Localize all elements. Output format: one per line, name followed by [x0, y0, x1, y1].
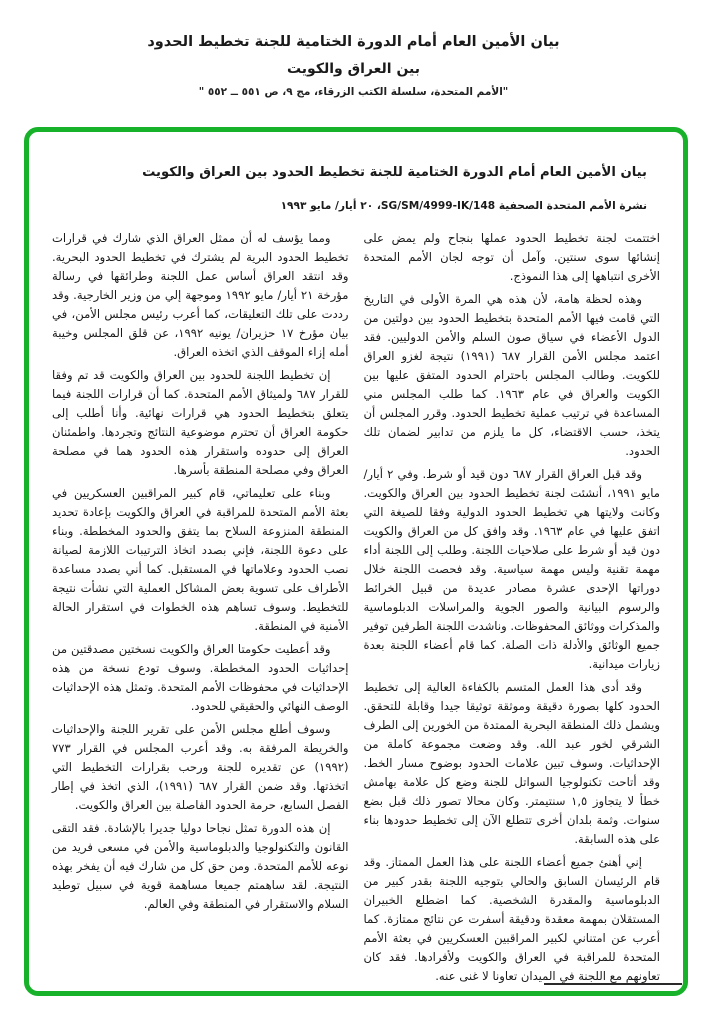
- paragraph: وقد أعطيت حكومتا العراق والكويت نسختين مصدقتين من إحداثيات الحدود المخططة. وسوف تودع نسخة من هذه الإحداثيات في محفوظات الأمم المتحدة. وتمثل هذه الإحداثيات الوصف النهائي والحقيقي للحدود.: [52, 641, 349, 713]
- outer-header: [0, 34, 707, 98]
- paragraph: وقد قبل العراق القرار ٦٨٧ دون قيد أو شرط. وفي ٢ أيار/ مايو ١٩٩١، أنشئت لجنة تخطيط الحدود بين العراق والكويت. وكانت ولايتها هي تخطيط الحدود الدولية وفقا للصيغة التي اتفق عليها في عام ١٩٦٣. وقد وافق كل من العراق والكويت دون قيد أو شرط على صلاحيات اللجنة. وطلب إلى اللجنة أداء مهمة تقنية وليس مهمة سياسية. وقد فحصت اللجنة خلال دوراتها الإحدى عشرة مصادر عديدة من قبيل الخرائط والرسوم البيانية والصور الجوية والمراسلات الدبلوماسية والمذكرات ووثائق المحفوظات. وناشدت اللجنة الطرفين توفير جميع الوثائق والأدلة ذات الصلة. كما قام أعضاء اللجنة بعدة زيارات ميدانية.: [363, 466, 660, 671]
- statement-title: بيان الأمين العام أمام الدورة الختامية للجنة تخطيط الحدود بين العراق والكويت: [142, 165, 647, 180]
- column-start: [364, 229, 661, 990]
- paragraph: وبناء على تعليماتي، قام كبير المراقبين العسكريين في بعثة الأمم المتحدة للمراقبة في العراق والكويت بإعادة تحديد المنطقة المنزوعة السلاح بما يتفق والحدود المخططة. وبناء على دعوة اللجنة، فإني بصدد اتخاذ الترتيبات اللازمة لصيانة نصب الحدود وعلاماتها في المستقبل. كما أني بصدد مساعدة الأطراف على تسوية بعض المشاكل العملية التي نشأت نتيجة للتخطيط. وسوف تساهم هذه الخطوات في استقرار الحالة الأمنية في المنطقة.: [52, 485, 349, 633]
- column-continuation: [52, 229, 349, 990]
- paragraph: إن تخطيط اللجنة للحدود بين العراق والكويت قد تم وفقا للقرار ٦٨٧ ولميثاق الأمم المتحدة. كما أن قرارات اللجنة فيما يتعلق بتخطيط الحدود هي قرارات نهائية. وأنا أطلب إلى حكومة العراق أن تحترم موضوعية النتائج وتجردها. واطمئنان العراق إلى حدوده واستقرار هذه الحدود هما في مصلحة العراق وفي مصلحة المنطقة بأسرها.: [52, 367, 349, 477]
- paragraph: إني أهنئ جميع أعضاء اللجنة على هذا العمل الممتاز. وقد قام الرئيسان السابق والحالي بتوجيه اللجنة بقدر كبير من الدبلوماسية والمقدرة الشخصية. كما اضطلع الخبيران المستقلان بمهمة معقدة ودقيقة أسفرت عن نتائج ممتازة. كما أعرب عن امتناني لكبير المراقبين العسكريين في بعثة الأمم المتحدة للمراقبة في العراق والكويت ولأفرادها. فقد كان تعاونهم مع اللجنة في الميدان تعاونا لا غنى عنه.: [363, 854, 660, 983]
- source-citation: "الأمم المتحدة، سلسلة الكتب الزرقاء، مج ٩، ص ٥٥١ ــ ٥٥٢ ": [198, 86, 509, 98]
- paragraph: وهذه لحظة هامة، لأن هذه هي المرة الأولى في التاريخ التي قامت فيها الأمم المتحدة بتخطيط الحدود بين دولتين من الدول الأعضاء في سياق صون السلم والأمن الدوليين. فقد اعتمد مجلس الأمن القرار ٦٨٧ (١٩٩١) نتيجة لغزو العراق للكويت. وطالب المجلس باحترام الحدود المتفق عليها بين الكويت والعراق في عام ١٩٦٣. كما طلب المجلس مني المساعدة في ترتيب عملية تخطيط الحدود. وقرر المجلس أن يتخذ، حسب الاقتضاء، كل ما يلزم من تدابير لضمان تلك الحدود.: [363, 291, 660, 458]
- page-title-line2: بين العراق والكويت: [286, 61, 421, 77]
- paragraph: اختتمت لجنة تخطيط الحدود عملها بنجاح ولم يمض على إنشائها سوى سنتين. وآمل أن توجه لجان الأمم المتحدة الأخرى انتباهها إلى هذا النموذج.: [363, 230, 660, 283]
- paragraph: وقد أدى هذا العمل المتسم بالكفاءة العالية إلى تخطيط الحدود كلها بصورة دقيقة وموثقة توثيقا جيدا وقابلة للتحقق. ويشمل ذلك المنطقة البحرية الممتدة من الخورين إلى الطرف الشرقي لخور عبد الله. وقد وضعت مجموعة كاملة من الإحداثيات. وسوف تبين علامات الحدود بوضوح مسار الخط. وقد أتاحت تكنولوجيا السواتل للجنة وضع كل علامة بهامش خطأ لا يتجاوز ١,٥ سنتيمتر. وكان محالا تصور ذلك قبل بضع سنوات. وثمة بلدان أخرى تتطلع الآن إلى تخطيط حدودها بناء على هذه السابقة.: [363, 679, 660, 846]
- two-column-body: [43, 229, 669, 990]
- page-title-line1: بيان الأمين العام أمام الدورة الختامية للجنة تخطيط الحدود: [147, 34, 560, 50]
- paragraph: ومما يؤسف له أن ممثل العراق الذي شارك في قرارات تخطيط الحدود البرية لم يشترك في تخطيط الحدود البحرية. وقد انتقد العراق أساس عمل اللجنة وطرائقها في رسالة مؤرخة ٢١ أيار/ مايو ١٩٩٢ وموجهة إلي من وزير الخارجية. وقد رددت على تلك التعليقات، كما أعرب رئيس مجلس الأمن، في بيان مؤرخ ١٧ حزيران/ يونيه ١٩٩٢، عن قلق المجلس وخيبة أمله إزاء الموقف الذي اتخذه العراق.: [52, 230, 349, 359]
- press-release-reference: نشرة الأمم المتحدة الصحفية SG/SM/4999-IK/148، ٢٠ أيار/ مايو ١٩٩٣: [280, 199, 647, 212]
- paragraph: وسوف أطلع مجلس الأمن على تقرير اللجنة والإحداثيات والخريطة المرفقة به. وقد أعرب المجلس في القرار ٧٧٣ (١٩٩٢) عن تقديره للجنة ورحب بقرارات التخطيط التي اتخذتها. وقد ضمن القرار ٦٨٧ (١٩٩١)، الذي اتخذ في إطار الفصل السابع، حرمة الحدود الفاصلة بين العراق والكويت.: [52, 721, 349, 812]
- scan-edge-artifact: [544, 983, 682, 985]
- paragraph: إن هذه الدورة تمثل نجاحا دوليا جديرا بالإشادة. فقد التقى القانون والتكنولوجيا والدبلوماسية والأمن في مسعى فريد من نوعه للأمم المتحدة. ومن حق كل من شارك فيه أن يفخر بهذه النتيجة. لقد ساهمتم جميعا مساهمة قوية في سبيل توطيد السلام والاستقرار في المنطقة وفي العالم.: [52, 820, 349, 911]
- document-scan-frame: [24, 127, 688, 996]
